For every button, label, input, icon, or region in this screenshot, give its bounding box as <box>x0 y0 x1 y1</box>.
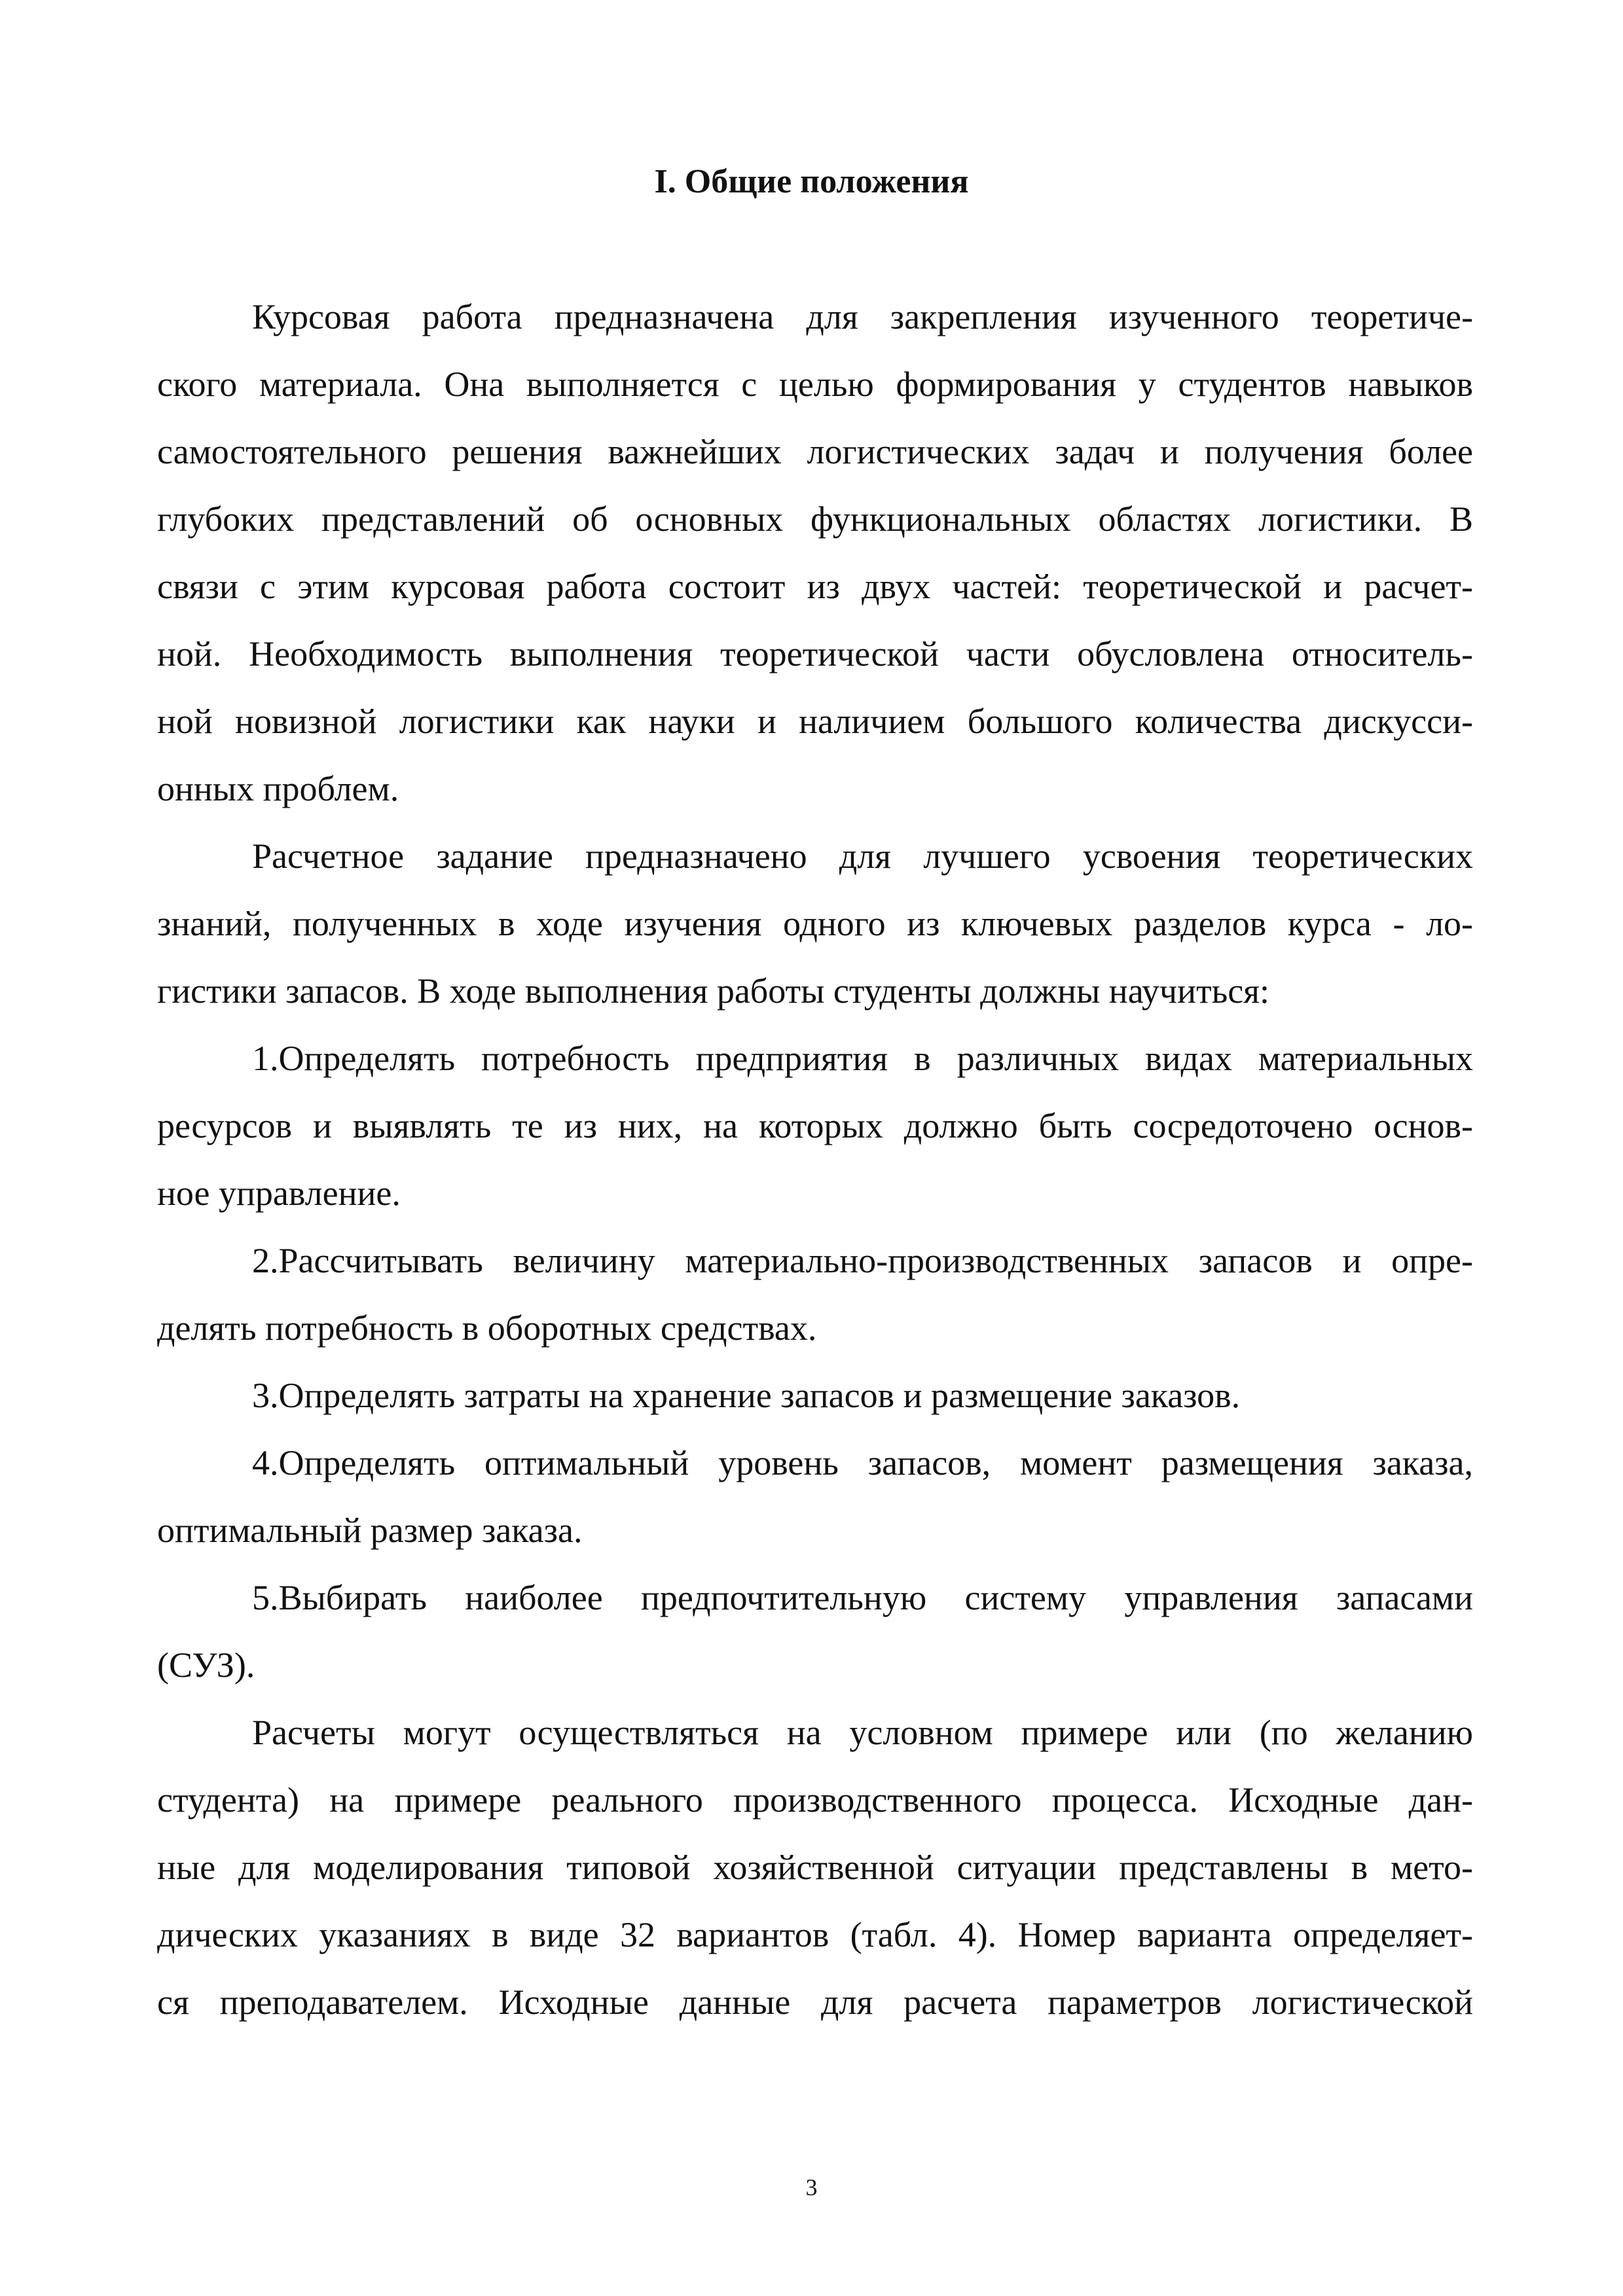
body-line: дических указаниях в виде 32 вариантов (табл. 4). Номер варианта определяет- <box>157 1915 1473 1954</box>
body-line: делять потребность в оборотных средствах. <box>157 1308 817 1348</box>
body-line: ся преподавателем. Исходные данные для расчета параметров логистической <box>157 1982 1473 2022</box>
body-line: самостоятельного решения важнейших логистических задач и получения более <box>157 432 1473 471</box>
list-item-1: 1.Определять потребность предприятия в различных видах материальных <box>252 1039 1473 1078</box>
body-line: гистики запасов. В ходе выполнения работы студенты должны научиться: <box>157 971 1270 1011</box>
section-heading: I. Общие положения <box>654 163 969 200</box>
body-line: ского материала. Она выполняется с целью формирования у студентов навыков <box>157 365 1473 404</box>
body-line: связи с этим курсовая работа состоит из двух частей: теоретической и расчет- <box>157 567 1473 606</box>
page-number: 3 <box>805 2174 818 2200</box>
body-line: глубоких представлений об основных функциональных областях логистики. В <box>157 499 1473 539</box>
body-line: оптимальный размер заказа. <box>157 1511 583 1550</box>
list-item-4: 4.Определять оптимальный уровень запасов, момент размещения заказа, <box>252 1443 1473 1482</box>
body-line: ной новизной логистики как науки и наличием большого количества дискусси- <box>157 702 1473 741</box>
body-line: Расчеты могут осуществляться на условном примере или (по желанию <box>252 1713 1473 1752</box>
list-item-3: 3.Определять затраты на хранение запасов и размещение заказов. <box>252 1376 1241 1415</box>
list-item-2: 2.Рассчитывать величину материально-производственных запасов и опре- <box>252 1241 1473 1280</box>
body-line: ной. Необходимость выполнения теоретической части обусловлена относитель- <box>157 634 1473 673</box>
body-line: ресурсов и выявлять те из них, на которых должно быть сосредоточено основ- <box>157 1106 1473 1145</box>
body-line: знаний, полученных в ходе изучения одного из ключевых разделов курса - ло- <box>157 904 1473 943</box>
list-item-5: 5.Выбирать наиболее предпочтительную систему управления запасами <box>252 1578 1473 1617</box>
body-line: онных проблем. <box>157 769 399 808</box>
body-line: Расчетное задание предназначено для лучшего усвоения теоретических <box>252 836 1473 876</box>
body-line: студента) на примере реального производственного процесса. Исходные дан- <box>157 1780 1473 1820</box>
body-line: ное управление. <box>157 1174 401 1213</box>
body-line: ные для моделирования типовой хозяйственной ситуации представлены в мето- <box>157 1848 1473 1887</box>
body-line: (СУЗ). <box>157 1645 255 1685</box>
body-line: Курсовая работа предназначена для закрепления изученного теоретиче- <box>252 297 1473 336</box>
